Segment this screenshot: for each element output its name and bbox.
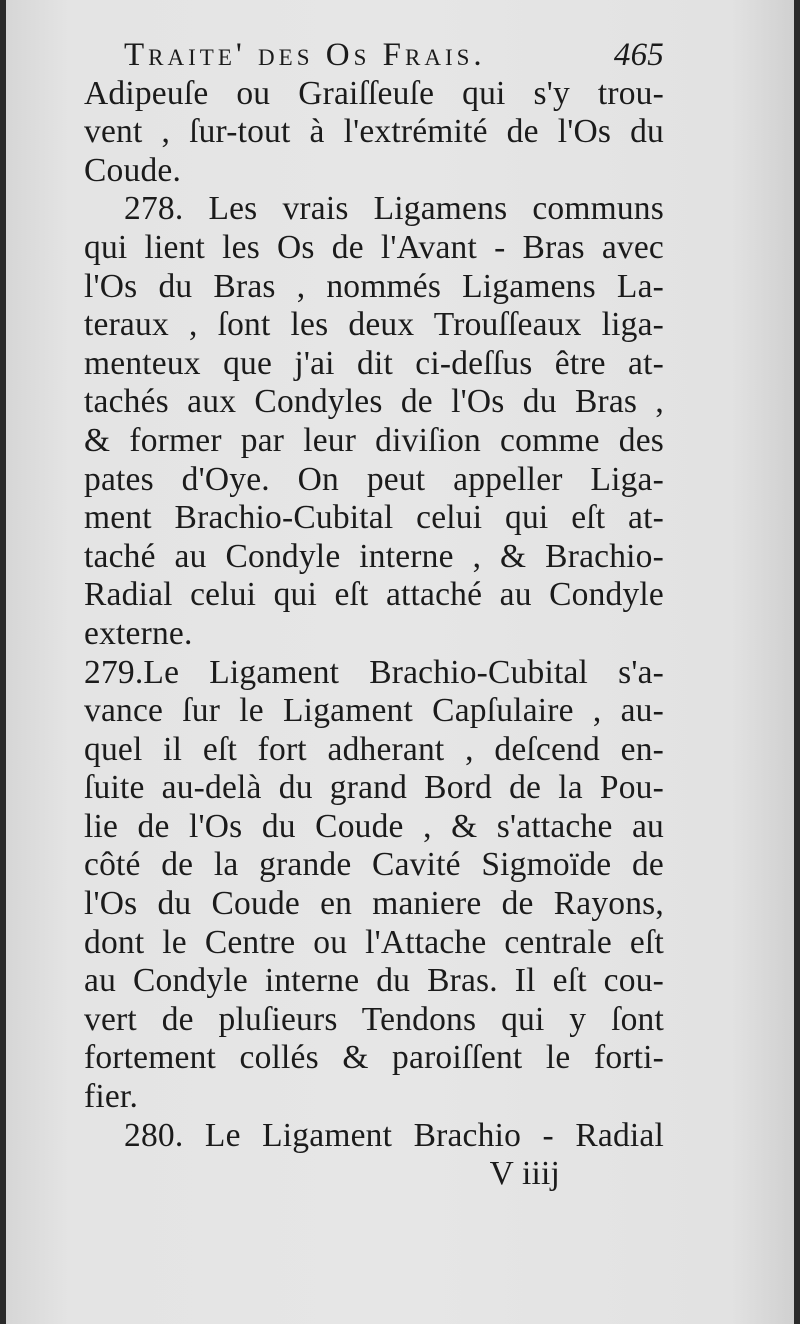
text-line: qui lient les Os de l'Avant - Bras avec (84, 228, 664, 266)
text-line: & former par leur diviſion comme des (84, 421, 664, 459)
text-line: 278. Les vrais Ligamens communs (124, 190, 664, 228)
text-line: lie de l'Os du Coude , & s'attache au (84, 807, 664, 845)
page-number: 465 (613, 37, 664, 73)
text-line: fier. (84, 1078, 139, 1116)
text-line: pates d'Oye. On peut appeller Liga- (84, 460, 664, 498)
text-line: 279.Le Ligament Brachio-Cubital s'a- (84, 653, 664, 691)
text-line: menteux que j'ai dit ci-deſſus être at- (84, 344, 664, 382)
text-line: vance ſur le Ligament Capſulaire , au- (84, 692, 664, 730)
book-page (6, 0, 794, 1324)
text-line: Coude. (84, 151, 182, 189)
text-line: Radial celui qui eſt attaché au Condyle (84, 576, 664, 614)
text-line: quel il eſt fort adherant , deſcend en- (84, 730, 664, 768)
text-line: tachés aux Condyles de l'Os du Bras , (84, 383, 664, 421)
text-line: côté de la grande Cavité Sigmoïde de (84, 846, 664, 884)
running-title: Traite' des Os Frais. (124, 37, 486, 73)
text-line: externe. (84, 614, 193, 652)
text-line: au Condyle interne du Bras. Il eſt cou- (84, 962, 664, 1000)
signature-mark: V iiij (489, 1155, 560, 1193)
text-line: l'Os du Bras , nommés Ligamens La- (84, 267, 664, 305)
scan-edge-right (794, 0, 800, 1324)
text-line: ment Brachio-Cubital celui qui eſt at- (84, 499, 664, 537)
text-line: vent , ſur-tout à l'extrémité de l'Os du (84, 113, 664, 151)
text-line: l'Os du Coude en maniere de Rayons, (84, 885, 664, 923)
text-line: 280. Le Ligament Brachio - Radial (124, 1116, 664, 1154)
text-line: dont le Centre ou l'Attache centrale eſt (84, 923, 664, 961)
text-line: taché au Condyle interne , & Brachio- (84, 537, 664, 575)
scan-edge-left (0, 0, 6, 1324)
text-line: Adipeuſe ou Graiſſeuſe qui s'y trou- (84, 74, 664, 112)
body-text (84, 75, 664, 1156)
text-line: fortement collés & paroiſſent le forti- (84, 1039, 664, 1077)
page-header (84, 36, 664, 75)
text-line: teraux , ſont les deux Trouſſeaux liga- (84, 306, 664, 344)
page-text (84, 36, 664, 1194)
text-line: ſuite au-delà du grand Bord de la Pou- (84, 769, 664, 807)
text-line: vert de pluſieurs Tendons qui y ſont (84, 1000, 664, 1038)
